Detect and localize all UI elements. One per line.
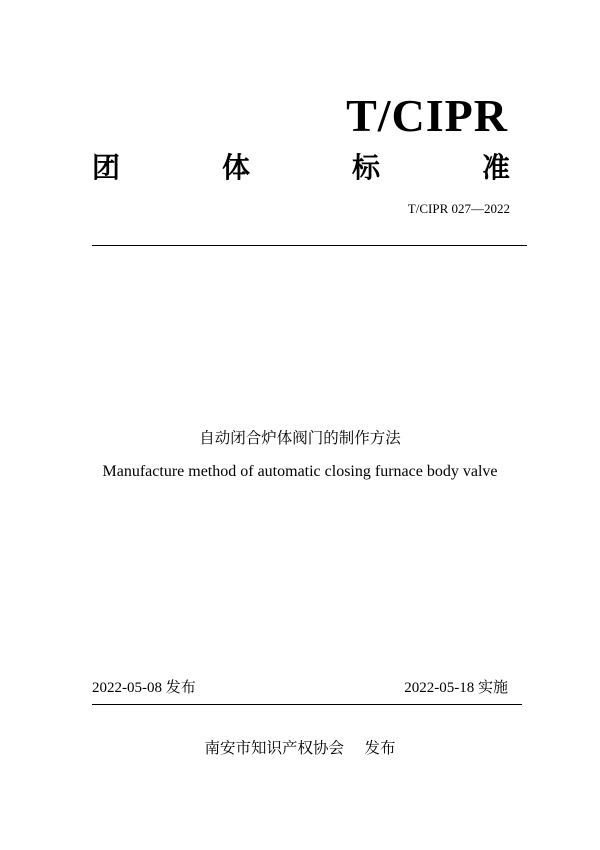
- document-title-english: Manufacture method of automatic closing furnace body valve: [102, 463, 498, 480]
- top-divider: [92, 245, 527, 246]
- publisher-line: 南安市知识产权协会 发布: [204, 739, 396, 757]
- issue-date: 2022-05-08 发布: [92, 680, 196, 696]
- bottom-divider: [92, 704, 522, 705]
- standard-type-heading: [92, 148, 510, 188]
- implementation-date: 2022-05-18 实施: [404, 680, 508, 696]
- standard-type-char-1: 团: [92, 151, 121, 184]
- standard-series-code: T/CIPR: [346, 90, 508, 141]
- document-title-chinese: 自动闭合炉体阀门的制作方法: [199, 429, 401, 447]
- standard-type-char-3: 标: [351, 151, 380, 184]
- standard-type-char-2: 体: [221, 151, 250, 184]
- standard-type-char-4: 准: [481, 151, 510, 184]
- standard-number: T/CIPR 027—2022: [407, 201, 510, 216]
